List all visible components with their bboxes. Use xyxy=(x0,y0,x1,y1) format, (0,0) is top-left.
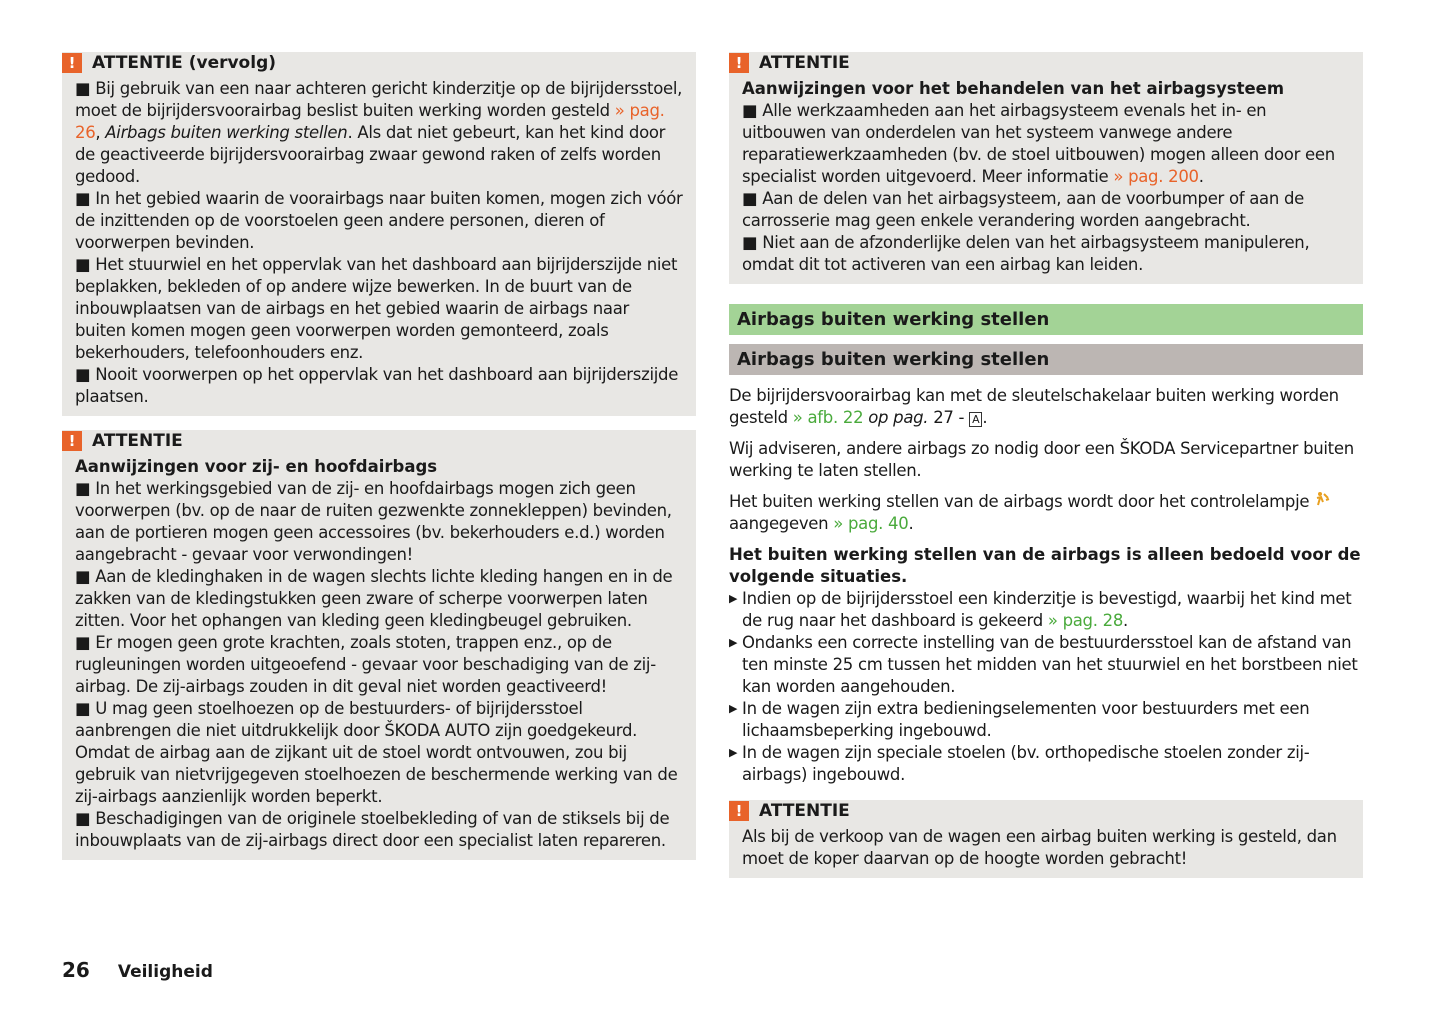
situations-title: Het buiten werking stellen van de airbags is alleen bedoeld voor de volgende situaties. xyxy=(729,545,1361,586)
paragraph xyxy=(75,78,683,188)
text-segment: ■ Alle werkzaamheden aan het airbagsysteem evenals het in- en uitbouwen van onderdelen van het systeem vanwege andere reparatiewerkzaamheden (bv. de stoel uitbouwen) mogen alleen door een specialist worden uitgevoerd. Meer informatie xyxy=(742,101,1335,186)
paragraph xyxy=(742,588,1363,632)
text-segment: Wij adviseren, andere airbags zo nodig door een ŠKODA Servicepartner buiten werking te laten stellen. xyxy=(729,439,1354,480)
text-segment: ■ In het gebied waarin de voorairbags naar buiten komen, mogen zich vóór de inzittenden op de voorstoelen geen andere personen, dieren of voorwerpen bevinden. xyxy=(75,189,683,252)
warning-title: ATTENTIE xyxy=(759,53,850,73)
text-segment: In de wagen zijn extra bedieningselementen voor bestuurders met een lichaamsbeperking ingebouwd. xyxy=(742,699,1310,740)
warning-subtitle: Aanwijzingen voor zij- en hoofdairbags xyxy=(75,457,438,476)
text-segment: ■ Aan de kledinghaken in de wagen slechts lichte kleding hangen en in de zakken van de kledingstukken geen zware of scherpe voorwerpen laten zitten. Voor het ophangen van kleding geen kledingbeugel gebruiken. xyxy=(75,567,673,630)
paragraph xyxy=(729,385,1363,429)
paragraph xyxy=(75,808,683,852)
page-reference-link[interactable]: » pag. 200 xyxy=(1113,167,1199,186)
bullet-triangle-icon: ▶ xyxy=(729,746,738,759)
paragraph xyxy=(75,632,683,698)
text-segment: ■ Het stuurwiel en het oppervlak van het dashboard aan bijrijderszijde niet beplakken, bekleden of op andere wijze bewerken. In de buurt van de inbouwplaatsen van de airbags en het gebied waarin de airbags naar buiten komen mogen geen voorwerpen worden gemonteerd, zoals bekerhouders, telefoonhouders enz. xyxy=(75,255,678,362)
subsection-heading: Airbags buiten werking stellen xyxy=(729,344,1363,375)
text-segment: 27 - xyxy=(928,408,970,427)
text-segment: In de wagen zijn speciale stoelen (bv. orthopedische stoelen zonder zij-airbags) ingebouwd. xyxy=(742,743,1310,784)
bullet-triangle-icon: ▶ xyxy=(729,636,738,649)
warning-box xyxy=(62,52,696,416)
body-text xyxy=(729,385,1363,535)
text-segment: ■ U mag geen stoelhoezen op de bestuurders- of bijrijdersstoel aanbrengen die niet uitdrukkelijk door ŠKODA AUTO zijn goedgekeurd. Omdat de airbag aan de zijkant uit de stoel wordt ontvouwen, zou bij gebruik van nietvrijgegeven stoelhoezen de beschermende werking van de zij-airbags aanzienlijk worden beperkt. xyxy=(75,699,678,806)
list-item xyxy=(729,632,1363,698)
text-segment: ■ Niet aan de afzonderlijke delen van het airbagsysteem manipuleren, omdat dit tot activeren van een airbag kan leiden. xyxy=(742,233,1310,274)
paragraph xyxy=(75,188,683,254)
warning-header xyxy=(729,800,1350,822)
warning-header xyxy=(62,430,683,452)
text-segment: Ondanks een correcte instelling van de bestuurdersstoel kan de afstand van ten minste 25 cm tussen het midden van het stuurwiel en het borstbeen niet kan worden aangehouden. xyxy=(742,633,1358,696)
bullet-triangle-icon: ▶ xyxy=(729,702,738,715)
text-segment: . xyxy=(1123,611,1128,630)
exclamation-icon: ! xyxy=(729,801,749,821)
paragraph xyxy=(75,254,683,364)
section-heading: Airbags buiten werking stellen xyxy=(729,304,1363,335)
text-segment: Het buiten werking stellen van de airbags wordt door het controlelampje xyxy=(729,492,1315,511)
exclamation-icon: ! xyxy=(729,53,749,73)
exclamation-icon: ! xyxy=(62,53,82,73)
text-segment: . xyxy=(982,408,988,427)
text-segment: . xyxy=(908,514,914,533)
warning-title: ATTENTIE xyxy=(759,801,850,821)
warning-box xyxy=(729,800,1363,878)
paragraph xyxy=(742,188,1350,232)
warning-box xyxy=(729,52,1363,284)
text-segment: De bijrijdersvoorairbag kan met de sleutelschakelaar buiten werking worden gesteld xyxy=(729,386,1339,427)
text-segment: ■ Aan de delen van het airbagsysteem, aan de voorbumper of aan de carrosserie mag geen enkele verandering worden aangebracht. xyxy=(742,189,1304,230)
paragraph xyxy=(75,478,683,566)
situations-list xyxy=(729,588,1363,786)
figure-label-box: A xyxy=(969,412,982,427)
paragraph xyxy=(742,742,1363,786)
page-reference-link[interactable]: » pag. 28 xyxy=(1047,611,1124,630)
text-segment: Indien op de bijrijdersstoel een kinderzitje is bevestigd, waarbij het kind met de rug naar het dashboard is gekeerd xyxy=(742,589,1352,630)
text-segment: , xyxy=(95,123,106,142)
exclamation-icon: ! xyxy=(62,431,82,451)
left-column xyxy=(62,52,696,874)
list-item xyxy=(729,588,1363,632)
text-segment: ■ In het werkingsgebied van de zij- en hoofdairbags mogen zich geen voorwerpen (bv. op de naar de ruiten gezwenkte zonnekleppen) bevinden, aan de portieren mogen geen accessoires (bv. bekerhouders e.d.) worden aangebracht - gevaar voor verwondingen! xyxy=(75,479,672,564)
paragraph xyxy=(729,438,1363,482)
text-segment: op pag. xyxy=(863,408,929,427)
text-segment: ■ Beschadigingen van de originele stoelbekleding of van de stiksels bij de inbouwplaats van de zij-airbags direct door een specialist laten repareren. xyxy=(75,809,670,850)
page-reference-link[interactable]: » pag. 40 xyxy=(833,514,909,533)
page-reference-link[interactable]: » pag. 26 xyxy=(75,101,665,142)
text-segment: Airbags buiten werking stellen xyxy=(105,123,348,142)
warning-title: ATTENTIE (vervolg) xyxy=(92,53,277,73)
airbag-off-warning-icon xyxy=(1314,492,1330,511)
text-segment: . Als dat niet gebeurt, kan het kind door de geactiveerde bijrijdersvoorairbag zwaar gewond raken of zelfs worden gedood. xyxy=(75,123,666,186)
warning-box xyxy=(62,430,696,860)
warning-header xyxy=(729,52,1350,74)
paragraph xyxy=(729,491,1363,535)
paragraph xyxy=(75,698,683,808)
section-name: Veiligheid xyxy=(117,962,213,982)
warning-subtitle: Aanwijzingen voor het behandelen van het airbagsysteem xyxy=(742,79,1285,98)
paragraph xyxy=(742,698,1363,742)
text-segment: . xyxy=(1198,167,1204,186)
paragraph xyxy=(742,826,1350,870)
text-segment: ■ Bij gebruik van een naar achteren gericht kinderzitje op de bijrijdersstoel, moet de bijrijdersvoorairbag beslist buiten werking worden gesteld xyxy=(75,79,683,120)
paragraph xyxy=(742,632,1363,698)
paragraph xyxy=(75,566,683,632)
paragraph xyxy=(75,364,683,408)
text-segment: ■ Er mogen geen grote krachten, zoals stoten, trappen enz., op de rugleuningen worden uitgeoefend - gevaar voor beschadiging van de zij-airbag. De zij-airbags zouden in dit geval niet worden geactiveerd! xyxy=(75,633,656,696)
bullet-triangle-icon: ▶ xyxy=(729,592,738,605)
list-item xyxy=(729,698,1363,742)
text-segment: ■ Nooit voorwerpen op het oppervlak van het dashboard aan bijrijderszijde plaatsen. xyxy=(75,365,679,406)
text-segment: Als bij de verkoop van de wagen een airbag buiten werking is gesteld, dan moet de koper daarvan op de hoogte worden gebracht! xyxy=(742,827,1337,868)
page-reference-link[interactable]: » afb. 22 xyxy=(792,408,864,427)
page-number: 26 xyxy=(62,958,90,982)
page-footer xyxy=(62,958,213,982)
list-item xyxy=(729,742,1363,786)
right-column xyxy=(729,52,1363,892)
paragraph xyxy=(742,232,1350,276)
warning-title: ATTENTIE xyxy=(92,431,183,451)
text-segment: aangegeven xyxy=(729,514,834,533)
paragraph xyxy=(742,100,1350,188)
warning-header xyxy=(62,52,683,74)
